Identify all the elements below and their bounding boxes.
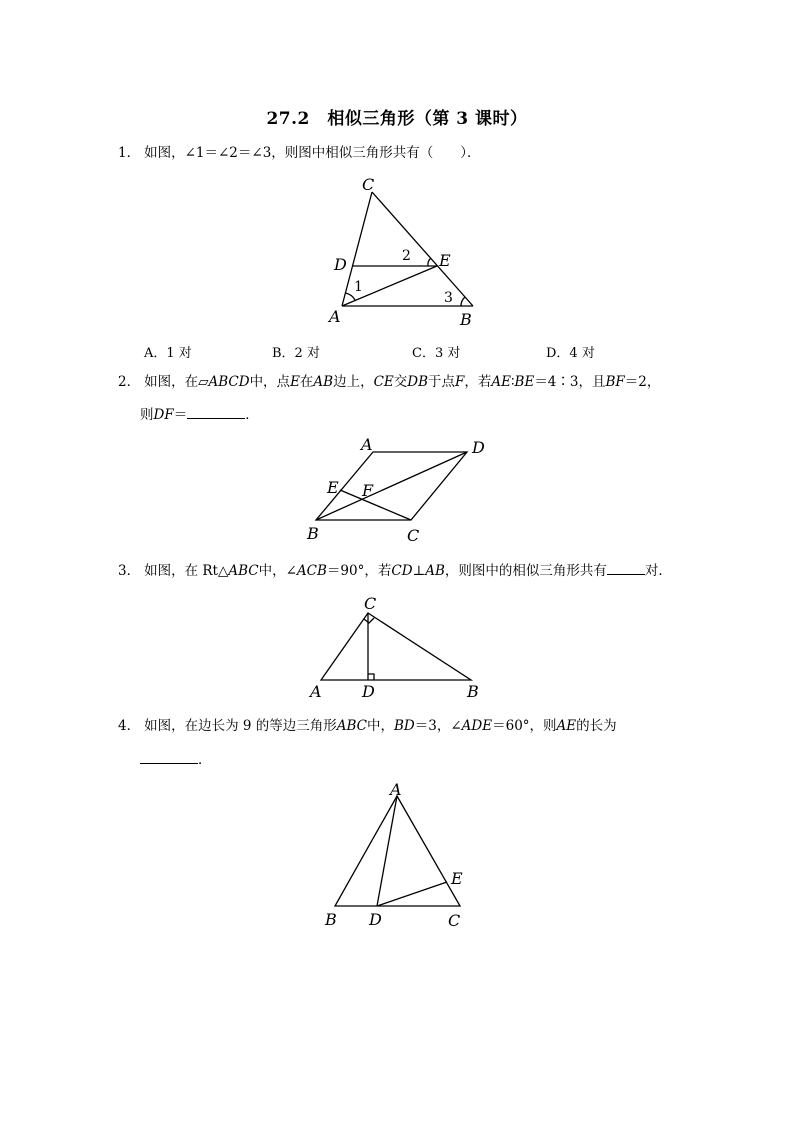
- fig3-triangle-abc: [321, 613, 471, 680]
- fig3-right-angle-c: [364, 618, 374, 623]
- q3-text: ⊥: [412, 563, 426, 579]
- fig1-angle-2-arc: [428, 258, 431, 266]
- q2-text: ＝4∶3，且: [534, 374, 606, 390]
- fig4-label-b: B: [325, 910, 337, 929]
- q2-text: ＝2，: [624, 374, 661, 390]
- q4-text: ＝60°，则: [492, 718, 557, 734]
- question-4-number: 4．: [118, 718, 141, 734]
- q2-var: E: [290, 374, 300, 390]
- q4-text: 的长为: [576, 718, 617, 734]
- question-1-number: 1．: [118, 145, 141, 161]
- q2-var: BF: [605, 374, 625, 390]
- option-d[interactable]: D．4 对: [546, 346, 595, 361]
- fig2-label-b: B: [307, 524, 319, 543]
- fig2-label-c: C: [407, 526, 420, 545]
- q2-text: ．: [245, 407, 259, 423]
- fig1-angle-3-arc: [461, 297, 465, 306]
- fig4-label-a: A: [390, 780, 402, 799]
- option-a[interactable]: A．1 对: [144, 346, 192, 361]
- q2-text: ＝: [173, 407, 188, 423]
- fig1-label-angle-2: 2: [402, 248, 411, 264]
- question-2: [118, 373, 698, 391]
- answer-blank-4[interactable]: [140, 750, 198, 764]
- q2-text: 中，点: [249, 374, 291, 390]
- q3-text: ，则图中的相似三角形共有: [444, 563, 607, 579]
- q2-text: 则: [140, 407, 154, 423]
- fig4-segment-de: [377, 882, 447, 906]
- q2-var: ABCD: [208, 374, 250, 390]
- q2-var: AB: [313, 374, 334, 390]
- q2-var: F: [455, 374, 465, 390]
- question-1-text: 如图，∠1＝∠2＝∠3，则图中相似三角形共有（ ）．: [144, 145, 481, 161]
- figure-4: [335, 796, 460, 906]
- q2-var: AE: [491, 374, 512, 390]
- parallelogram-icon: ▱: [198, 374, 209, 390]
- fig4-label-c: C: [448, 911, 461, 930]
- fig3-label-a: A: [310, 682, 322, 701]
- q4-var: AE: [556, 718, 577, 734]
- question-2-number: 2．: [118, 374, 141, 390]
- fig4-label-d: D: [369, 910, 382, 929]
- fig1-label-c: C: [362, 175, 375, 194]
- q2-text: ∶: [511, 374, 515, 390]
- q3-text: ＝90°，若: [326, 563, 392, 579]
- fig1-label-e: E: [439, 251, 451, 270]
- fig4-triangle-abc: [335, 796, 460, 906]
- q4-var: BD: [394, 718, 415, 734]
- q2-var: CE: [373, 374, 394, 390]
- fig2-label-a: A: [361, 435, 373, 454]
- page-title: 27.2 相似三角形（第 3 课时）: [266, 109, 528, 129]
- fig1-label-a: A: [329, 307, 341, 326]
- q2-var: BE: [514, 374, 535, 390]
- q2-text: 于点: [428, 374, 456, 390]
- fig4-label-e: E: [451, 869, 463, 888]
- fig3-label-b: B: [467, 682, 479, 701]
- fig2-label-f: F: [362, 481, 374, 500]
- q2-text: 交: [393, 374, 408, 390]
- q3-var: AB: [425, 563, 445, 579]
- q2-text: ，若: [464, 374, 492, 390]
- fig1-label-angle-3: 3: [444, 290, 453, 306]
- option-b[interactable]: B．2 对: [272, 346, 320, 361]
- fig2-label-e: E: [327, 478, 339, 497]
- answer-blank-2[interactable]: [187, 405, 245, 419]
- q3-text: 对．: [644, 563, 672, 579]
- answer-blank-3[interactable]: [607, 561, 645, 575]
- option-c[interactable]: C．3 对: [412, 346, 461, 361]
- question-4-line-2: [140, 750, 720, 769]
- fig1-label-d: D: [334, 255, 347, 274]
- q4-var: ABC: [336, 718, 368, 734]
- q2-text: 在: [299, 374, 314, 390]
- question-3-number: 3．: [118, 563, 141, 579]
- fig1-segment-cb: [372, 192, 473, 306]
- q3-var: ABC: [228, 563, 259, 579]
- question-3: [118, 561, 698, 580]
- fig3-label-c: C: [364, 594, 377, 613]
- q2-var: DF: [153, 407, 174, 423]
- question-2-line-2: [140, 405, 720, 424]
- q4-text: ＝3，∠: [414, 718, 462, 734]
- fig2-label-d: D: [472, 438, 485, 457]
- question-4: [118, 717, 698, 735]
- q3-var: ACB: [296, 563, 327, 579]
- q4-text: ．: [198, 752, 212, 768]
- q4-var: ADE: [461, 718, 493, 734]
- q3-text: 如图，在 Rt△: [144, 563, 229, 579]
- q2-text: 如图，在: [144, 374, 199, 390]
- q3-text: 中，∠: [258, 563, 297, 579]
- fig1-label-b: B: [460, 310, 472, 329]
- q2-text: 边上，: [333, 374, 374, 390]
- figure-3: [321, 613, 471, 680]
- q4-text: 如图，在边长为 9 的等边三角形: [144, 718, 337, 734]
- q2-var: DB: [407, 374, 429, 390]
- q3-var: CD: [391, 563, 413, 579]
- q4-text: 中，: [367, 718, 395, 734]
- fig3-right-angle-d: [368, 674, 374, 680]
- fig3-label-d: D: [362, 682, 375, 701]
- fig1-label-angle-1: 1: [354, 279, 363, 295]
